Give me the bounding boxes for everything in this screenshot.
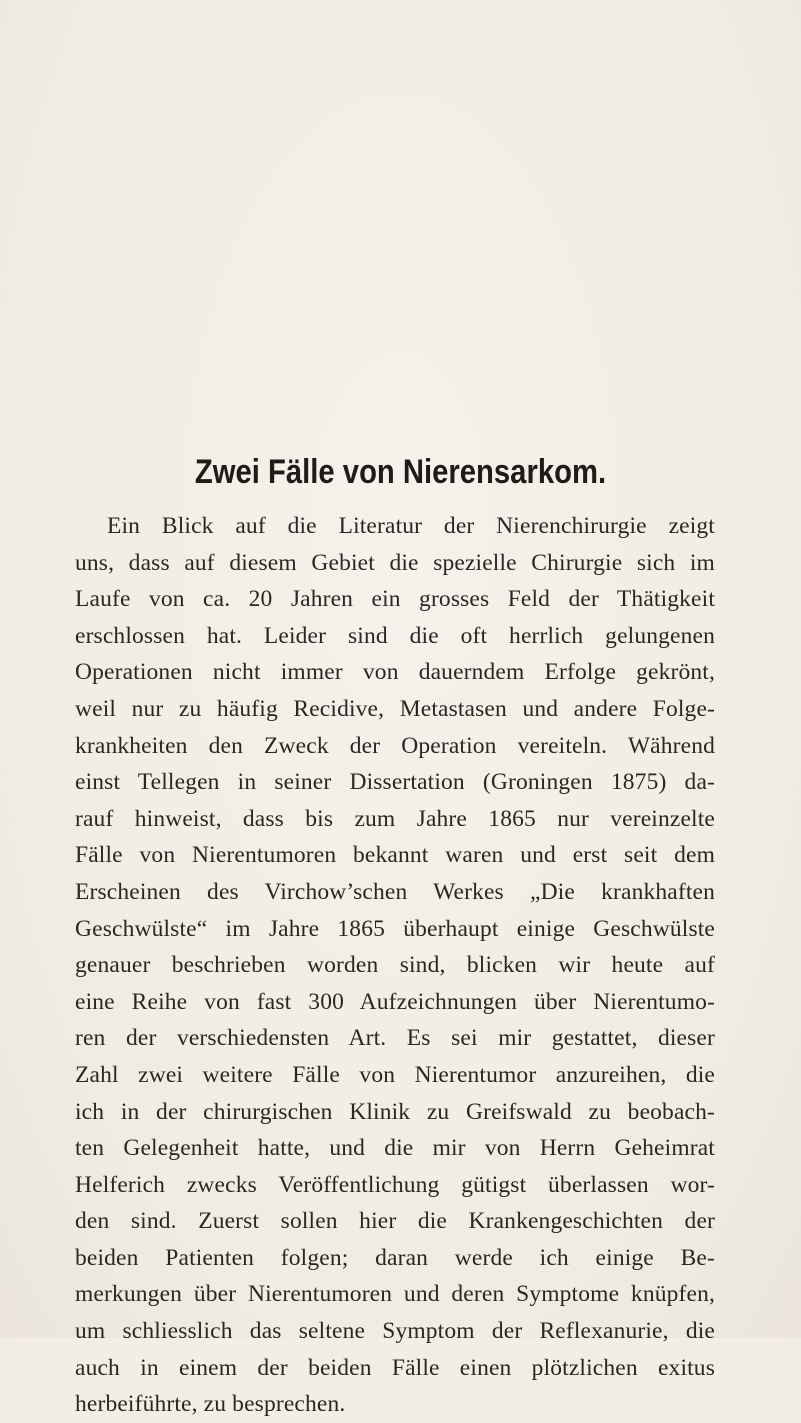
body-paragraph <box>75 508 715 1423</box>
text-line: auch in einem der beiden Fälle einen plötzlichen exitus <box>75 1354 715 1381</box>
text-line: Zahl zwei weitere Fälle von Nierentumor anzureihen, die <box>75 1061 715 1088</box>
text-line: eine Reihe von fast 300 Aufzeichnungen über Nierentumo- <box>75 988 715 1015</box>
text-line: rauf hinweist, dass bis zum Jahre 1865 nur vereinzelte <box>75 805 715 832</box>
text-line: ten Gelegenheit hatte, und die mir von Herrn Geheimrat <box>75 1135 715 1162</box>
text-line: beiden Patienten folgen; daran werde ich einige Be- <box>75 1244 715 1271</box>
text-line: genauer beschrieben worden sind, blicken wir heute auf <box>75 952 715 979</box>
text-line: ich in der chirurgischen Klinik zu Greifswald zu beobach- <box>75 1098 715 1125</box>
text-line: Erscheinen des Virchow’schen Werkes „Die krankhaften <box>75 878 715 905</box>
text-line: Laufe von ca. 20 Jahren ein grosses Feld der Thätigkeit <box>75 586 715 613</box>
text-line: um schliesslich das seltene Symptom der Reflexanurie, die <box>75 1318 715 1345</box>
text-line: den sind. Zuerst sollen hier die Krankengeschichten der <box>75 1208 715 1235</box>
text-line: Geschwülste“ im Jahre 1865 überhaupt einige Geschwülste <box>75 915 715 942</box>
text-line: Ein Blick auf die Literatur der Nierenchirurgie zeigt <box>107 513 715 539</box>
text-line: Fälle von Nierentumoren bekannt waren und erst seit dem <box>75 842 715 869</box>
text-line: weil nur zu häufig Recidive, Metastasen und andere Folge- <box>75 695 715 722</box>
document-title: Zwei Fälle von Nierensarkom. <box>194 453 607 491</box>
text-line: uns, dass auf diesem Gebiet die spezielle Chirurgie sich im <box>75 549 715 576</box>
text-line: erschlossen hat. Leider sind die oft herrlich gelungenen <box>75 622 715 649</box>
text-line: herbeiführte, zu besprechen. <box>75 1391 346 1418</box>
text-line: Helferich zwecks Veröffentlichung gütigst überlassen wor- <box>75 1171 715 1198</box>
text-line: krankheiten den Zweck der Operation vereiteln. Während <box>75 732 715 759</box>
text-line: einst Tellegen in seiner Dissertation (Groningen 1875) da- <box>75 769 715 796</box>
text-line: ren der verschiedensten Art. Es sei mir gestattet, dieser <box>75 1025 715 1052</box>
text-line: merkungen über Nierentumoren und deren Symptome knüpfen, <box>75 1281 715 1308</box>
text-line: Operationen nicht immer von dauerndem Erfolge gekrönt, <box>75 659 715 686</box>
